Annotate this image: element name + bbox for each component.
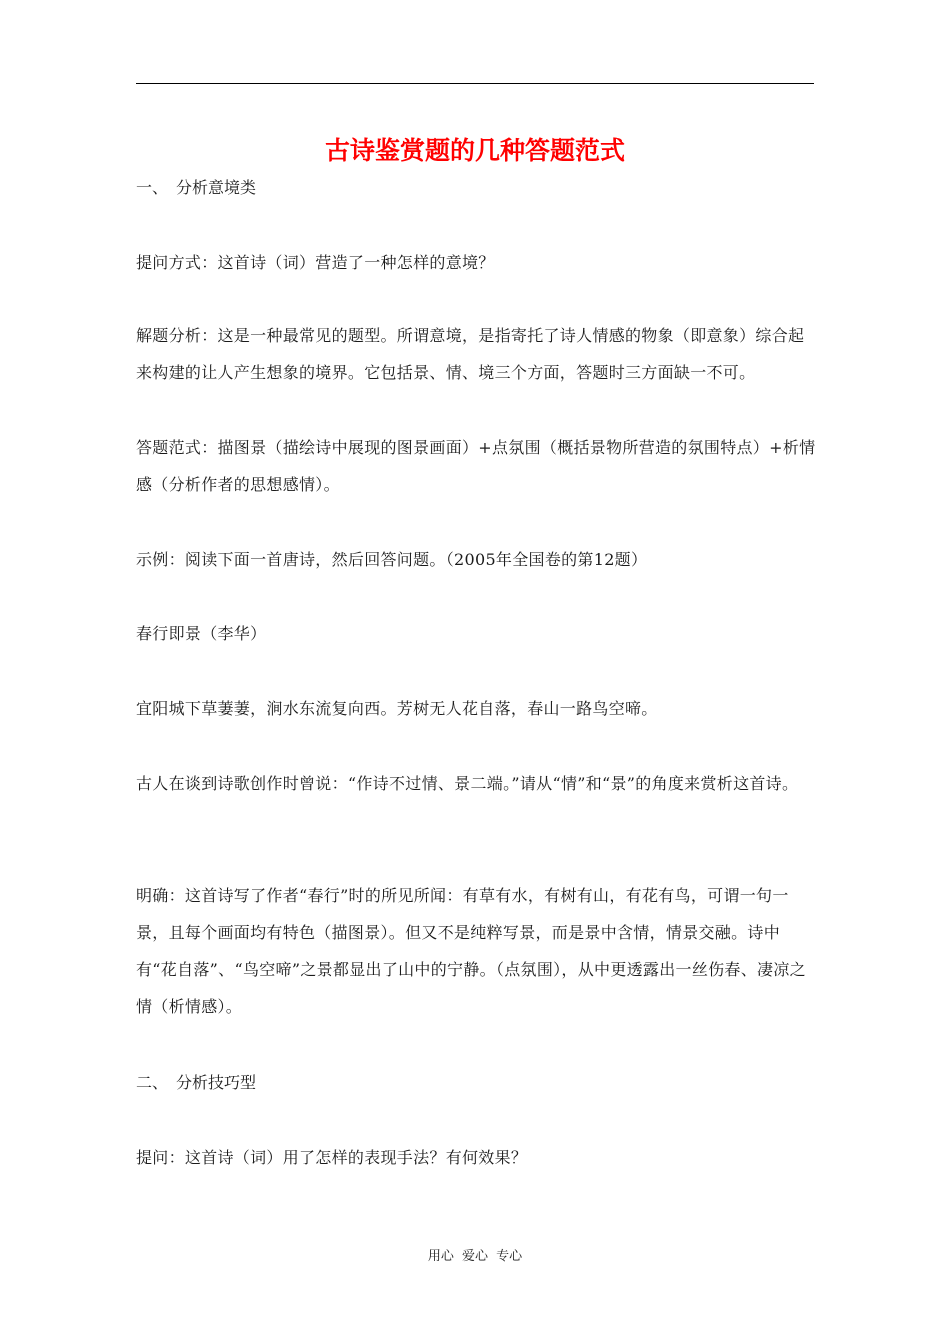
page-footer: 用心 爱心 专心 [427,1249,523,1264]
section-1-prompt: 古人在谈到诗歌创作时曾说：“作诗不过情、景二端。”请从“情”和“景”的角度来赏析这首诗。 [136,774,799,793]
poem-title: 春行即景（李华） [136,624,267,643]
header-rule [136,83,814,84]
section-2-number: 二、 [136,1073,169,1092]
section-2-title: 分析技巧型 [176,1073,257,1092]
section-2-question: 提问：这首诗（词）用了怎样的表现手法？有何效果？ [136,1148,528,1167]
section-1-heading [136,176,256,200]
poem-text: 宜阳城下草萋萋，涧水东流复向西。芳树无人花自落，春山一路鸟空啼。 [136,699,658,718]
section-1-question: 提问方式：这首诗（词）营造了一种怎样的意境？ [136,253,495,272]
document-title: 古诗鉴赏题的几种答题范式 [324,136,625,165]
section-1-formula: 答题范式：描图景（描绘诗中展现的图景画面）+点氛围（概括景物所营造的氛围特点）+析情感（分析作者的思想感情）。 [136,438,816,494]
section-1-answer: 明确：这首诗写了作者“春行”时的所见所闻：有草有水，有树有山，有花有鸟，可谓一句一景，且每个画面均有特色（描图景）。但又不是纯粹写景，而是景中含情，情景交融。诗中有“花自落”、“鸟空啼”之景都显出了山中的宁静。（点氛围），从中更透露出一丝伤春、凄凉之情（析情感）。 [136,886,806,1016]
section-1-title: 分析意境类 [176,178,257,197]
section-2-heading [136,1071,256,1095]
section-1-analysis: 解题分析：这是一种最常见的题型。所谓意境，是指寄托了诗人情感的物象（即意象）综合起来构建的让人产生想象的境界。它包括景、情、境三个方面，答题时三方面缺一不可。 [136,326,805,382]
section-1-number: 一、 [136,178,169,197]
section-1-example: 示例：阅读下面一首唐诗，然后回答问题。（2005年全国卷的第12题） [136,550,648,569]
